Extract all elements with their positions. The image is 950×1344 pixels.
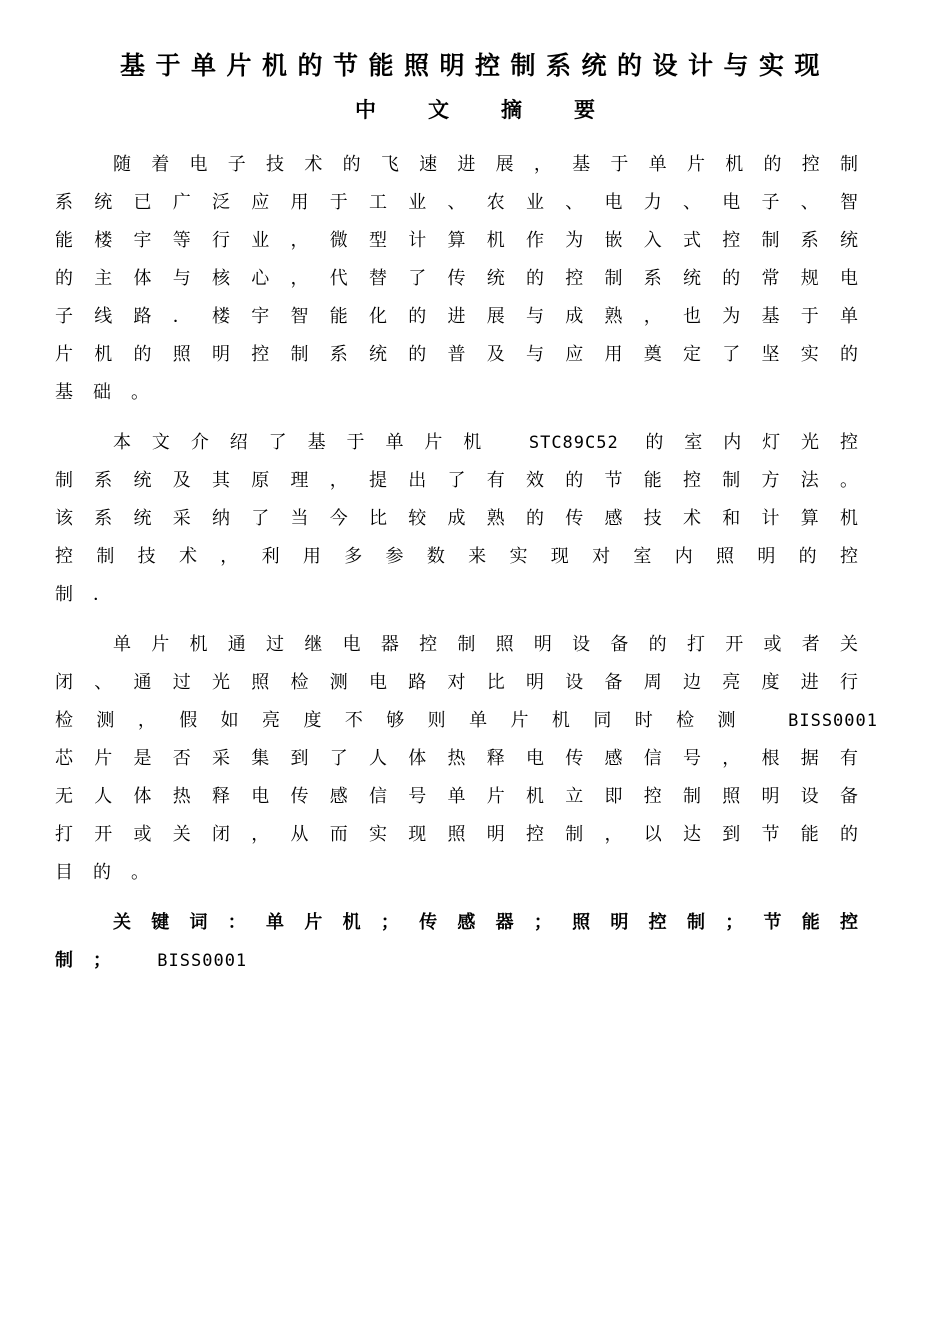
abstract-paragraph-3: 单片机通过继电器控制照明设备的打开或者关闭、通过光照检测电路对比明设备周边亮度进行检测，假如亮度不够则单片机同时检测 BISS0001 芯片是否采集到了人体热释电传感信号，根据有无人体热释电传感信号单片机立即控制照明设备打开或关闭，从而实现照明控制，以达到节能的目的。 xyxy=(55,634,878,883)
latin-term: BISS0001 xyxy=(788,711,878,731)
document-title: 基于单片机的节能照明控制系统的设计与实现 xyxy=(119,51,830,80)
abstract-paragraph-2: 本文介绍了基于单片机 STC89C52 的室内灯光控制系统及其原理，提出了有效的节能控制方法。该系统采纳了当今比较成熟的传感技术和计算机控制技术，利用多参数来实现对室内照明的控制． xyxy=(55,432,878,605)
latin-term: BISS0001 xyxy=(157,951,248,971)
latin-term: STC89C52 xyxy=(528,433,619,453)
abstract-body xyxy=(55,146,878,980)
abstract-heading: 中文摘要 xyxy=(355,98,647,122)
keywords-line: 关键词：单片机；传感器；照明控制；节能控制； BISS0001 xyxy=(55,912,878,971)
abstract-paragraph-1: 随着电子技术的飞速进展，基于单片机的控制系统已广泛应用于工业、农业、电力、电子、智能楼宇等行业，微型计算机作为嵌入式控制系统的主体与核心，代替了传统的控制系统的常规电子线路．楼宇智能化的进展与成熟，也为基于单片机的照明控制系统的普及与应用奠定了坚实的基础。 xyxy=(55,154,878,403)
